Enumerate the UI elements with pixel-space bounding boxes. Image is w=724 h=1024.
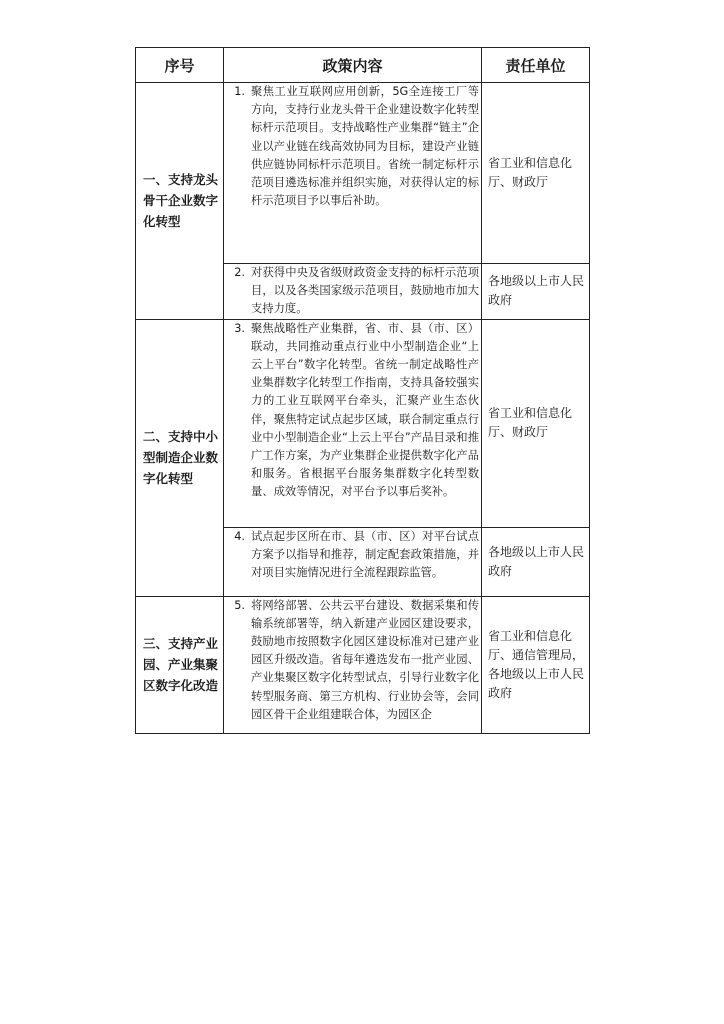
policy-content-cell — [224, 596, 482, 733]
item-number: 1. — [234, 85, 245, 98]
item-number: 2. — [234, 266, 245, 279]
table-row — [136, 319, 590, 527]
policy-content-cell — [224, 527, 482, 596]
header-unit: 责任单位 — [482, 48, 590, 83]
item-number: 3. — [234, 321, 245, 335]
table-row — [136, 596, 590, 733]
responsible-unit: 各地级以上市人民政府 — [482, 527, 590, 596]
item-number: 5. — [234, 598, 245, 612]
responsible-unit: 省工业和信息化厅、财政厅 — [482, 83, 590, 264]
responsible-unit: 省工业和信息化厅、通信管理局，各地级以上市人民政府 — [482, 596, 590, 733]
item-number: 4. — [234, 529, 245, 543]
category-cell: 三、支持产业园、产业集聚区数字化改造 — [136, 596, 224, 733]
responsible-unit: 省工业和信息化厅、财政厅 — [482, 319, 590, 527]
header-row — [136, 48, 590, 83]
category-cell: 一、支持龙头骨干企业数字化转型 — [136, 83, 224, 320]
table-row — [136, 83, 590, 264]
policy-text: 试点起步区所在市、县（市、区）对平台试点方案予以指导和推荐，制定配套政策措施，并对项目实施情况进行全流程跟踪监管。 — [251, 529, 479, 580]
policy-text: 将网络部署、公共云平台建设、数据采集和传输系统部署等，纳入新建产业园区建设要求，鼓励地市按照数字化园区建设标准对已建产业园区升级改造。省每年遴选发布一批产业园、产业集聚区数字化转型试点，引导行业数字化转型服务商、第三方机构、行业协会等，会同园区骨干企业组建联合体，为园区企 — [251, 598, 479, 721]
policy-table — [135, 47, 590, 734]
category-cell: 二、支持中小型制造企业数字化转型 — [136, 319, 224, 596]
policy-text: 对获得中央及省级财政资金支持的标杆示范项目，以及各类国家级示范项目，鼓励地市加大支持力度。 — [251, 266, 479, 316]
policy-text: 聚焦战略性产业集群，省、市、县（市、区）联动，共同推动重点行业中小型制造企业“上云上平台”数字化转型。省统一制定战略性产业集群数字化转型工作指南，支持具备较强实力的工业互联网平台牵头，汇聚产业生态伙伴，聚焦特定试点起步区域，联合制定重点行业中小型制造企业“上云上平台”产品目录和推广工作方案，为产业集群企业提供数字化产品和服务。省根据平台服务集群数字化转型数量、成效等情况，对平台予以事后奖补。 — [251, 321, 479, 499]
policy-text: 聚焦工业互联网应用创新，5G全连接工厂等方向，支持行业龙头骨干企业建设数字化转型标杆示范项目。支持战略性产业集群“链主”企业以产业链在线高效协同为目标，建设产业链供应链协同标杆示范项目。省统一制定标杆示范项目遴选标准并组织实施，对获得认定的标杆示范项目予以事后补助。 — [251, 85, 479, 208]
policy-content-cell — [224, 83, 482, 264]
header-content: 政策内容 — [224, 48, 482, 83]
policy-content-cell — [224, 319, 482, 527]
responsible-unit: 各地级以上市人民政府 — [482, 264, 590, 320]
header-seq: 序号 — [136, 48, 224, 83]
policy-content-cell — [224, 264, 482, 320]
